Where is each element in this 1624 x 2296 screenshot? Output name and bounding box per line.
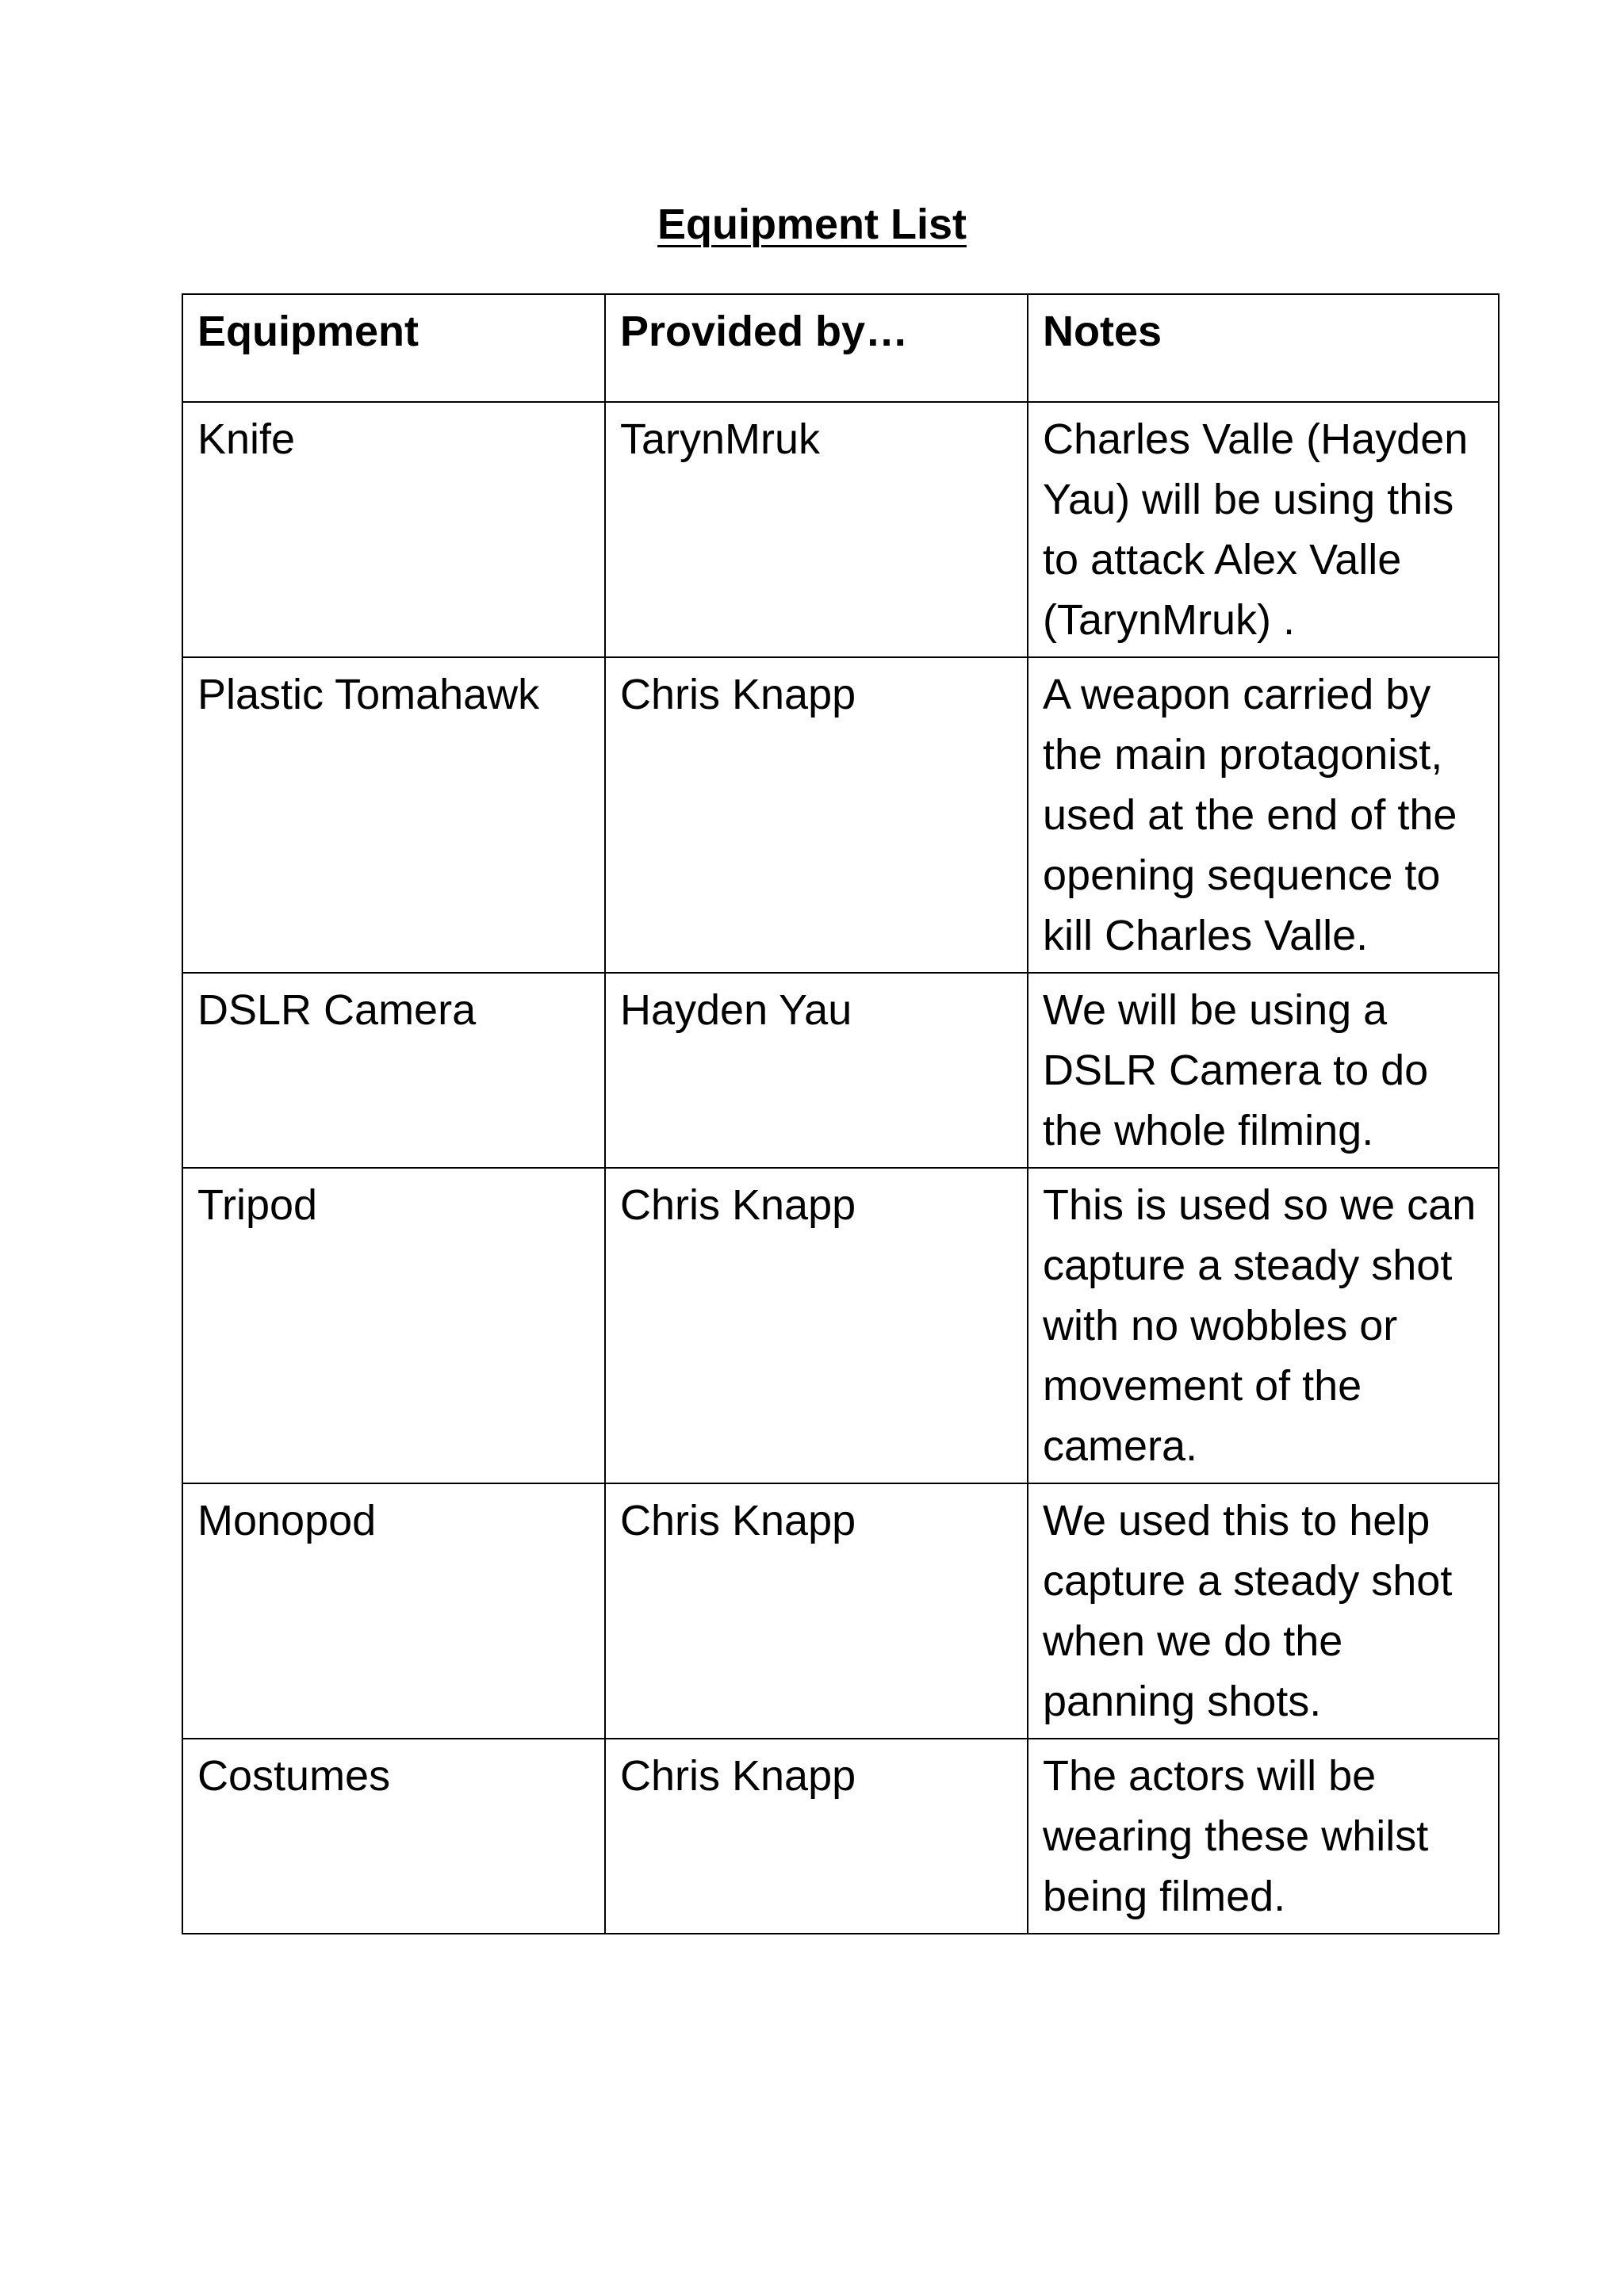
table-row bbox=[182, 1739, 1499, 1934]
cell-equipment: Costumes bbox=[182, 1739, 605, 1934]
header-notes: Notes bbox=[1028, 294, 1499, 402]
cell-equipment: Monopod bbox=[182, 1483, 605, 1739]
cell-equipment: DSLR Camera bbox=[182, 973, 605, 1168]
table-row bbox=[182, 402, 1499, 657]
cell-notes: The actors will be wearing these whilst being filmed. bbox=[1028, 1739, 1499, 1934]
equipment-table bbox=[182, 293, 1500, 1934]
cell-provided-by: Chris Knapp bbox=[605, 1168, 1028, 1483]
cell-provided-by: Hayden Yau bbox=[605, 973, 1028, 1168]
cell-notes: Charles Valle (Hayden Yau) will be using this to attack Alex Valle (TarynMruk) . bbox=[1028, 402, 1499, 657]
cell-provided-by: Chris Knapp bbox=[605, 1483, 1028, 1739]
table-header-row bbox=[182, 294, 1499, 402]
table-row bbox=[182, 1483, 1499, 1739]
cell-equipment: Plastic Tomahawk bbox=[182, 657, 605, 973]
table-row bbox=[182, 973, 1499, 1168]
cell-provided-by: Chris Knapp bbox=[605, 1739, 1028, 1934]
cell-notes: This is used so we can capture a steady shot with no wobbles or movement of the camera. bbox=[1028, 1168, 1499, 1483]
cell-notes: We will be using a DSLR Camera to do the whole filming. bbox=[1028, 973, 1499, 1168]
table-row bbox=[182, 1168, 1499, 1483]
header-equipment: Equipment bbox=[182, 294, 605, 402]
cell-provided-by: TarynMruk bbox=[605, 402, 1028, 657]
cell-equipment: Knife bbox=[182, 402, 605, 657]
cell-notes: We used this to help capture a steady shot when we do the panning shots. bbox=[1028, 1483, 1499, 1739]
cell-notes: A weapon carried by the main protagonist, used at the end of the opening sequence to kill Charles Valle. bbox=[1028, 657, 1499, 973]
cell-provided-by: Chris Knapp bbox=[605, 657, 1028, 973]
page-title-text: Equipment List bbox=[657, 201, 967, 248]
cell-equipment: Tripod bbox=[182, 1168, 605, 1483]
table-row bbox=[182, 657, 1499, 973]
page-title bbox=[0, 197, 1624, 252]
header-provided-by: Provided by… bbox=[605, 294, 1028, 402]
